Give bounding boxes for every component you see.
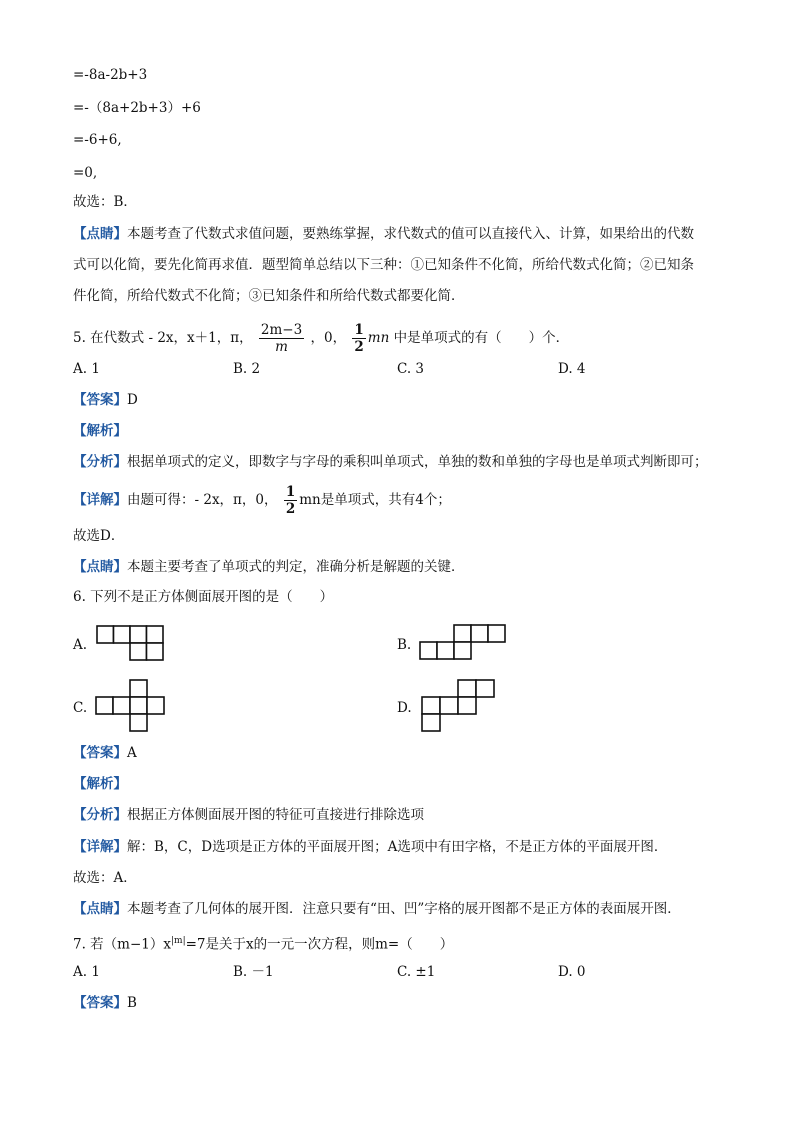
q7-option-b: B. －1	[233, 964, 274, 980]
answer-tag: 【答案】	[73, 745, 127, 761]
tip-paragraph-1	[73, 225, 694, 243]
q5-prefix: 5. 在代数式	[73, 330, 145, 346]
fenxi-tag: 【分析】	[73, 807, 127, 823]
q6-xiangjie	[73, 838, 667, 856]
tip-line-2: 式可以化简，要先化简再求值．题型简单总结以下三种：①已知条件不化简，所给代数式化简；②已知条	[73, 257, 694, 273]
q5-xiangjie	[73, 480, 451, 520]
q7-option-a: A. 1	[73, 964, 100, 980]
q5-fenxi	[73, 453, 708, 471]
q6-option-a-label: A.	[73, 637, 88, 653]
eq-line-3: =-6+6,	[73, 132, 122, 148]
q6-tip	[73, 900, 681, 918]
xiangjie-half	[284, 484, 297, 517]
choose-line: 故选：B．	[73, 194, 137, 210]
q6-option-b-label: B.	[397, 637, 412, 653]
tip-tag: 【点睛】	[73, 559, 127, 575]
net-d-figure	[420, 679, 496, 734]
fraction-numerator: 2m−3	[260, 322, 303, 338]
q7-answer	[73, 994, 137, 1012]
fenxi-tag: 【分析】	[73, 454, 127, 470]
q5-half	[352, 322, 365, 355]
fraction-denominator: m	[275, 339, 288, 355]
q5-answer	[73, 391, 138, 409]
xiangjie-text-b: mn是单项式，共有4个；	[299, 492, 451, 508]
net-c-figure	[95, 679, 167, 734]
q6-choose: 故选：A．	[73, 870, 137, 886]
q5-option-b: B. 2	[233, 361, 261, 377]
tip-text: 本题考查了代数式求值问题，要熟练掌握，求代数式的值可以直接代入、计算，如果给出的代数	[127, 226, 694, 242]
jiexi-tag: 【解析】	[73, 776, 127, 792]
question-7	[73, 932, 453, 954]
net-b-figure	[419, 624, 507, 661]
xiangjie-tag: 【详解】	[73, 839, 127, 855]
half-numerator: 1	[354, 322, 364, 338]
net-a-figure	[96, 625, 166, 662]
q6-answer	[73, 744, 137, 762]
q5-terms-1: - 2x，x＋1，π，	[148, 330, 253, 346]
half-denominator: 2	[285, 501, 296, 517]
answer-value: A	[127, 745, 137, 761]
q5-option-d: D. 4	[558, 361, 586, 377]
answer-value: D	[127, 392, 138, 408]
q5-jiexi	[73, 422, 127, 440]
tip-tag: 【点睛】	[73, 901, 127, 917]
q6-jiexi	[73, 775, 127, 793]
q7-suffix: =7是关于x的一元一次方程，则m=（ ）	[185, 936, 454, 953]
q5-mn: mn	[367, 330, 390, 346]
eq-line-4: =0,	[73, 165, 98, 181]
xiangjie-text: 解：B，C，D选项是正方体的平面展开图；A选项中有田字格，不是正方体的平面展开图．	[127, 839, 668, 855]
tip-text: 本题考查了几何体的展开图．注意只要有“田、凹”字格的展开图都不是正方体的表面展开图．	[127, 901, 681, 917]
xiangjie-text-a: 由题可得：- 2x，π，0，	[127, 492, 278, 508]
q6-option-d-label: D.	[397, 700, 412, 716]
xiangjie-tag: 【详解】	[73, 492, 127, 508]
q6-fenxi	[73, 806, 424, 824]
eq-line-1: =-8a-2b+3	[73, 67, 148, 83]
fenxi-text: 根据正方体侧面展开图的特征可直接进行排除选项	[127, 807, 424, 823]
q7-exponent: |m|	[171, 936, 186, 946]
q5-tip	[73, 558, 465, 576]
eq-line-2: =-（8a+2b+3）+6	[73, 100, 201, 116]
q5-option-a: A. 1	[73, 361, 100, 377]
half-denominator: 2	[354, 339, 364, 355]
q5-fraction	[259, 322, 304, 355]
question-5	[73, 318, 569, 358]
q7-option-d: D. 0	[558, 964, 586, 980]
q5-choose: 故选D．	[73, 528, 125, 544]
q7-option-c: C. ±1	[397, 964, 436, 980]
fenxi-text: 根据单项式的定义，即数字与字母的乘积叫单项式，单独的数和单独的字母也是单项式判断即可；	[127, 454, 708, 470]
tip-tag: 【点睛】	[73, 226, 127, 242]
jiexi-tag: 【解析】	[73, 423, 127, 439]
question-6: 6. 下列不是正方体侧面展开图的是（ ）	[73, 589, 334, 605]
q6-option-c-label: C.	[73, 700, 88, 716]
answer-value: B	[127, 995, 137, 1011]
half-numerator: 1	[285, 484, 296, 500]
q5-suffix: 中是单项式的有（ ）个．	[393, 330, 570, 346]
tip-text: 本题主要考查了单项式的判定，准确分析是解题的关键．	[127, 559, 465, 575]
answer-tag: 【答案】	[73, 392, 127, 408]
q5-terms-2: ，0，	[310, 330, 347, 346]
tip-line-3: 件化简，所给代数式不化简；③已知条件和所给代数式都要化简．	[73, 288, 465, 304]
answer-tag: 【答案】	[73, 995, 127, 1011]
q5-option-c: C. 3	[397, 361, 425, 377]
q7-prefix: 7. 若（m−1）x	[73, 936, 171, 953]
